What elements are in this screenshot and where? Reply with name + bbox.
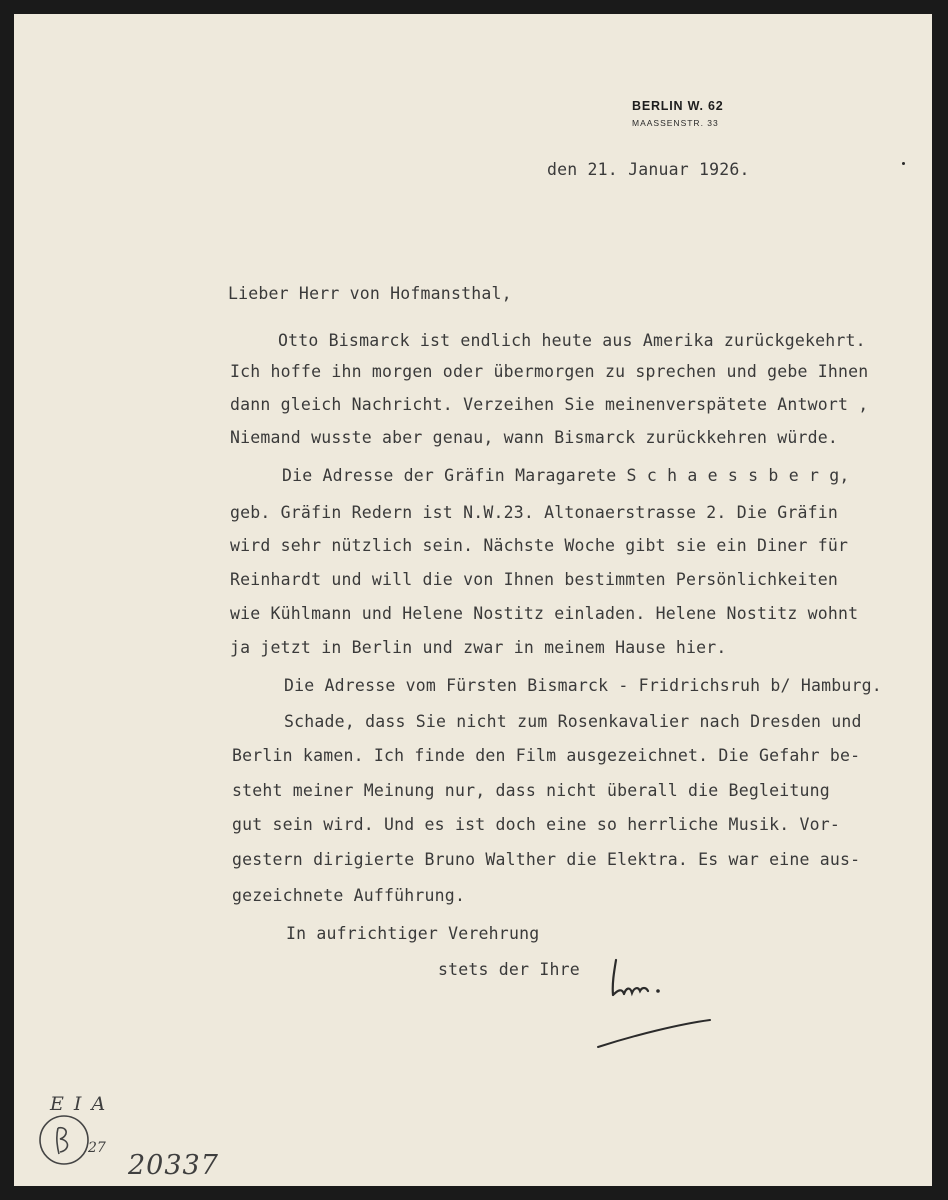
- body-line: Schade, dass Sie nicht zum Rosenkavalier nach Dresden und: [284, 712, 862, 731]
- letterhead-street: MAASSENSTR. 33: [632, 118, 719, 128]
- body-line: gut sein wird. Und es ist doch eine so herrliche Musik. Vor-: [232, 815, 841, 834]
- salutation: Lieber Herr von Hofmansthal,: [228, 284, 512, 303]
- closing-line: stets der Ihre: [438, 960, 580, 979]
- closing-line: In aufrichtiger Verehrung: [286, 924, 540, 943]
- body-line: Berlin kamen. Ich finde den Film ausgezeichnet. Die Gefahr be-: [232, 746, 861, 765]
- body-line: ja jetzt in Berlin und zwar in meinem Hause hier.: [230, 638, 727, 657]
- body-line: steht meiner Meinung nur, dass nicht überall die Begleitung: [232, 781, 830, 800]
- archive-catalog-number: 20337: [128, 1150, 219, 1181]
- body-line: dann gleich Nachricht. Verzeihen Sie meinenverspätete Antwort ,: [230, 395, 869, 414]
- body-line: Ich hoffe ihn morgen oder übermorgen zu sprechen und gebe Ihnen: [230, 362, 869, 381]
- letter-date: den 21. Januar 1926.: [547, 160, 750, 179]
- letter-page: [14, 14, 932, 1186]
- pin-mark: [902, 162, 905, 165]
- handwritten-signature: [590, 950, 720, 1050]
- body-line: gestern dirigierte Bruno Walther die Elektra. Es war eine aus-: [232, 850, 861, 869]
- body-line: Die Adresse der Gräfin Maragarete S c h a e s s b e r g,: [282, 466, 850, 485]
- body-line: wie Kühlmann und Helene Nostitz einladen. Helene Nostitz wohnt: [230, 604, 859, 623]
- body-line: gezeichnete Aufführung.: [232, 886, 466, 905]
- body-line: Die Adresse vom Fürsten Bismarck - Fridrichsruh b/ Hamburg.: [284, 676, 882, 695]
- archive-circle-number: 27: [88, 1140, 106, 1156]
- body-line: wird sehr nützlich sein. Nächste Woche gibt sie ein Diner für: [230, 536, 849, 555]
- body-line: Niemand wusste aber genau, wann Bismarck zurückkehren würde.: [230, 428, 839, 447]
- body-line: Otto Bismarck ist endlich heute aus Amerika zurückgekehrt.: [278, 331, 866, 350]
- archive-code: E I A: [50, 1093, 108, 1115]
- body-line: geb. Gräfin Redern ist N.W.23. Altonaerstrasse 2. Die Gräfin: [230, 503, 839, 522]
- letterhead-city: BERLIN W. 62: [632, 99, 724, 113]
- body-line: Reinhardt und will die von Ihnen bestimmten Persönlichkeiten: [230, 570, 839, 589]
- archive-stamp-circle: [36, 1112, 92, 1168]
